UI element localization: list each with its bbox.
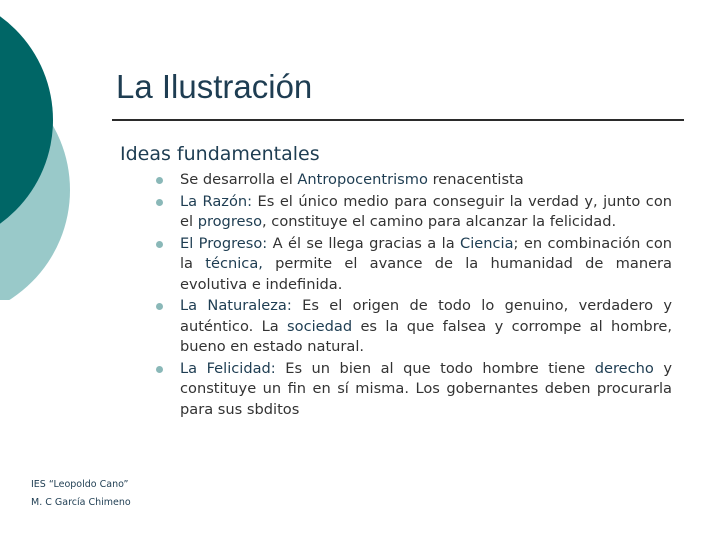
bullet-keyword: El Progreso: [180, 234, 268, 252]
bullet-item [156, 234, 672, 296]
bullet-item [156, 192, 672, 233]
bullet-text: A él se llega gracias a la [267, 234, 461, 252]
bullet-keyword: derecho [594, 359, 654, 377]
bullet-keyword: Antropocentrismo [297, 171, 428, 188]
bullet-keyword: La Naturaleza: [180, 297, 292, 314]
slide-subtitle: Ideas fundamentales [120, 143, 320, 165]
bullet-keyword: La Felicidad: [180, 359, 276, 377]
bullet-keyword: Ciencia [460, 234, 514, 252]
bullet-item [156, 170, 672, 191]
bullet-dot-icon [156, 199, 163, 206]
bullet-dot-icon [156, 241, 163, 248]
bullet-text: , constituye el camino para alcanzar la felicidad. [262, 213, 617, 230]
bullet-item [156, 296, 672, 358]
bullet-text: renacentista [427, 171, 524, 188]
footer-author: M. C García Chimeno [31, 497, 131, 508]
bullet-dot-icon [156, 177, 163, 184]
decorative-circles [0, 0, 120, 300]
bullet-text: Es el único medio para conseguir la verdad y, junto con el [180, 192, 672, 230]
bullet-item [156, 359, 672, 421]
bullet-text: y constituye un fin en sí misma. Los gobernantes deben procurarla para sus sbditos [180, 359, 672, 418]
bullet-text: Es un bien al que todo hombre tiene [275, 359, 595, 377]
bullet-keyword: técnica, [205, 255, 263, 272]
bullet-text: Se desarrolla el [180, 171, 298, 188]
bullet-keyword: progreso [197, 213, 263, 230]
bullet-keyword: La Razón: [180, 192, 253, 210]
bullet-text: permite el avance de la humanidad de manera evolutiva e indefinida. [180, 255, 672, 293]
bullet-dot-icon [156, 303, 163, 310]
slide-title: La Ilustración [116, 68, 313, 105]
footer-school: IES “Leopoldo Cano” [31, 479, 129, 490]
bullet-text: Es el origen de todo lo genuino, verdadero y auténtico. La [180, 297, 672, 335]
bullet-dot-icon [156, 366, 163, 373]
bullet-text: es la que falsea y corrompe al hombre, bueno en estado natural. [180, 317, 672, 355]
bullet-keyword: sociedad [287, 317, 353, 335]
bullet-list [156, 170, 672, 421]
bullet-text: ; en combinación con la [180, 234, 672, 272]
title-divider [112, 119, 684, 121]
